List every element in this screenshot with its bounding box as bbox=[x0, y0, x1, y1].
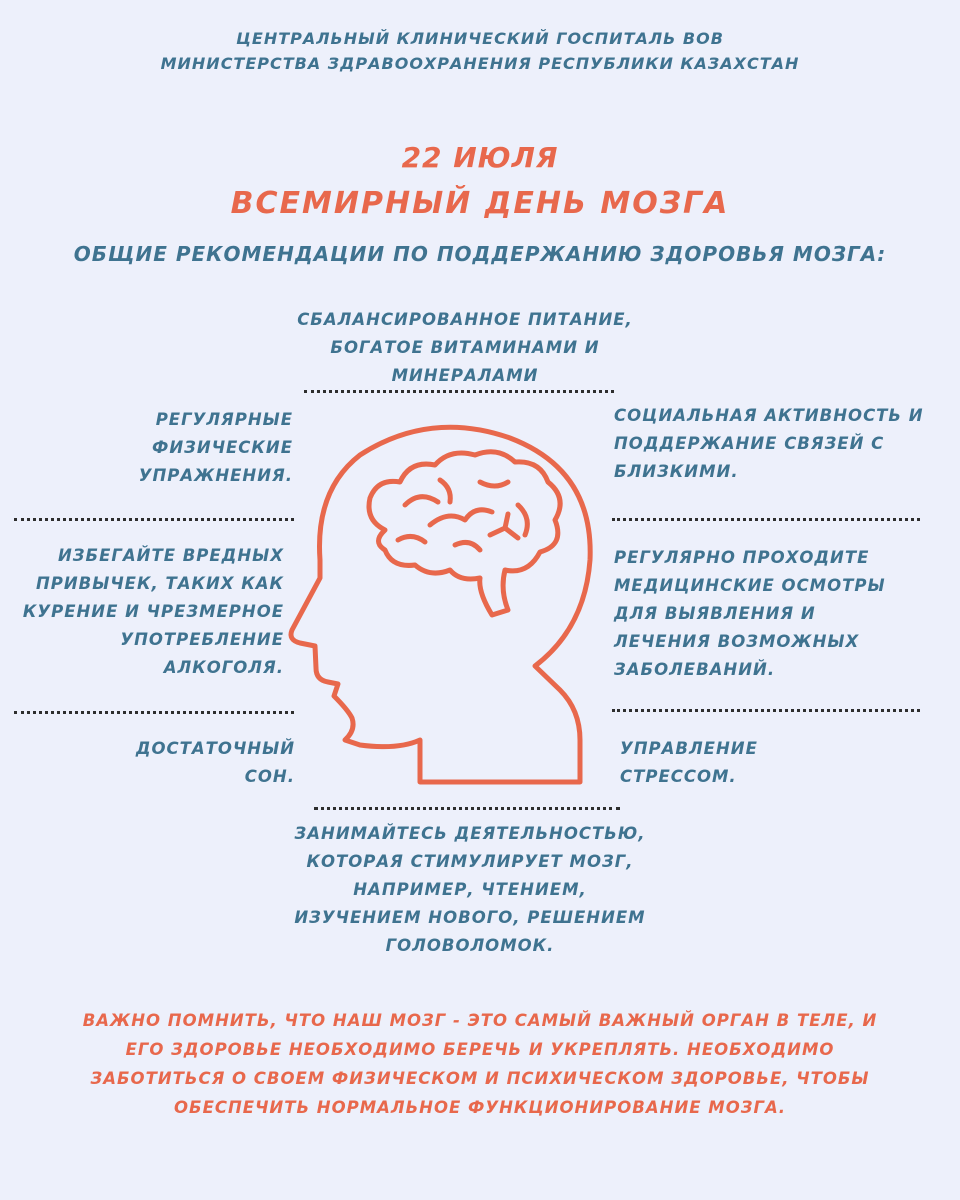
tip-checkups-line: МЕДИЦИНСКИЕ ОСМОТРЫ bbox=[614, 576, 886, 595]
tip-habits bbox=[6, 542, 284, 682]
tip-sleep-line: ДОСТАТОЧНЫЙ bbox=[135, 739, 295, 758]
tip-activity bbox=[250, 820, 690, 960]
tip-activity-line: НАПРИМЕР, ЧТЕНИЕМ, bbox=[353, 880, 587, 899]
divider-left-1 bbox=[14, 518, 294, 521]
tip-activity-line: КОТОРАЯ СТИМУЛИРУЕТ МОЗГ, bbox=[306, 852, 634, 871]
footer-note bbox=[40, 1006, 920, 1122]
tip-stress-line: СТРЕССОМ. bbox=[620, 767, 737, 786]
event-title: ВСЕМИРНЫЙ ДЕНЬ МОЗГА bbox=[230, 186, 730, 221]
tip-checkups-line: РЕГУЛЯРНО ПРОХОДИТЕ bbox=[614, 548, 870, 567]
tip-nutrition bbox=[270, 306, 660, 390]
tip-checkups bbox=[614, 544, 944, 684]
tip-exercise-line: УПРАЖНЕНИЯ. bbox=[138, 466, 293, 485]
tip-exercise-line: РЕГУЛЯРНЫЕ bbox=[155, 410, 293, 429]
footer-line: ОБЕСПЕЧИТЬ НОРМАЛЬНОЕ ФУНКЦИОНИРОВАНИЕ МОЗГА. bbox=[174, 1098, 786, 1117]
hospital-name: ЦЕНТРАЛЬНЫЙ КЛИНИЧЕСКИЙ ГОСПИТАЛЬ ВОВ bbox=[236, 29, 724, 48]
tip-nutrition-line: СБАЛАНСИРОВАННОЕ ПИТАНИЕ, bbox=[297, 310, 633, 329]
tip-nutrition-line: БОГАТОЕ ВИТАМИНАМИ И bbox=[330, 338, 600, 357]
tip-habits-line: ИЗБЕГАЙТЕ ВРЕДНЫХ bbox=[57, 546, 284, 565]
divider-right-2 bbox=[612, 709, 920, 712]
divider-right-1 bbox=[612, 518, 920, 521]
tip-activity-line: ЗАНИМАЙТЕСЬ ДЕЯТЕЛЬНОСТЬЮ, bbox=[294, 824, 646, 843]
recommendations-heading: ОБЩИЕ РЕКОМЕНДАЦИИ ПО ПОДДЕРЖАНИЮ ЗДОРОВЬЯ МОЗГА: bbox=[73, 242, 887, 266]
tip-social-line: БЛИЗКИМИ. bbox=[614, 462, 739, 481]
tip-sleep bbox=[80, 735, 295, 791]
tip-activity-line: ГОЛОВОЛОМОК. bbox=[385, 936, 555, 955]
divider-top bbox=[304, 390, 614, 393]
tip-nutrition-line: МИНЕРАЛАМИ bbox=[391, 366, 539, 385]
tip-checkups-line: ЛЕЧЕНИЯ ВОЗМОЖНЫХ bbox=[614, 632, 860, 651]
head-profile-brain-icon bbox=[280, 410, 620, 800]
hospital-header bbox=[0, 26, 960, 76]
tip-stress-line: УПРАВЛЕНИЕ bbox=[620, 739, 758, 758]
tip-social bbox=[614, 402, 954, 486]
tip-social-line: СОЦИАЛЬНАЯ АКТИВНОСТЬ И bbox=[614, 406, 924, 425]
ministry-name: МИНИСТЕРСТВА ЗДРАВООХРАНЕНИЯ РЕСПУБЛИКИ КАЗАХСТАН bbox=[160, 54, 800, 73]
tip-social-line: ПОДДЕРЖАНИЕ СВЯЗЕЙ С bbox=[614, 434, 885, 453]
tip-stress bbox=[620, 735, 840, 791]
tip-habits-line: УПОТРЕБЛЕНИЕ bbox=[120, 630, 284, 649]
tip-habits-line: КУРЕНИЕ И ЧРЕЗМЕРНОЕ bbox=[22, 602, 284, 621]
footer-line: ЗАБОТИТЬСЯ О СВОЕМ ФИЗИЧЕСКОМ И ПСИХИЧЕСКОМ ЗДОРОВЬЕ, ЧТОБЫ bbox=[90, 1069, 870, 1088]
footer-line: ВАЖНО ПОМНИТЬ, ЧТО НАШ МОЗГ - ЭТО САМЫЙ ВАЖНЫЙ ОРГАН В ТЕЛЕ, И bbox=[82, 1011, 878, 1030]
divider-left-2 bbox=[14, 711, 294, 714]
tip-sleep-line: СОН. bbox=[244, 767, 295, 786]
divider-bottom bbox=[314, 807, 620, 810]
tip-checkups-line: ЗАБОЛЕВАНИЙ. bbox=[614, 660, 776, 679]
tip-checkups-line: ДЛЯ ВЫЯВЛЕНИЯ И bbox=[614, 604, 816, 623]
tip-activity-line: ИЗУЧЕНИЕМ НОВОГО, РЕШЕНИЕМ bbox=[294, 908, 646, 927]
tip-exercise-line: ФИЗИЧЕСКИЕ bbox=[152, 438, 293, 457]
footer-line: ЕГО ЗДОРОВЬЕ НЕОБХОДИМО БЕРЕЧЬ И УКРЕПЛЯТЬ. НЕОБХОДИМО bbox=[125, 1040, 835, 1059]
tip-habits-line: ПРИВЫЧЕК, ТАКИХ КАК bbox=[35, 574, 284, 593]
event-date: 22 ИЮЛЯ bbox=[401, 141, 559, 174]
tip-exercise bbox=[60, 406, 293, 490]
tip-habits-line: АЛКОГОЛЯ. bbox=[163, 658, 284, 677]
